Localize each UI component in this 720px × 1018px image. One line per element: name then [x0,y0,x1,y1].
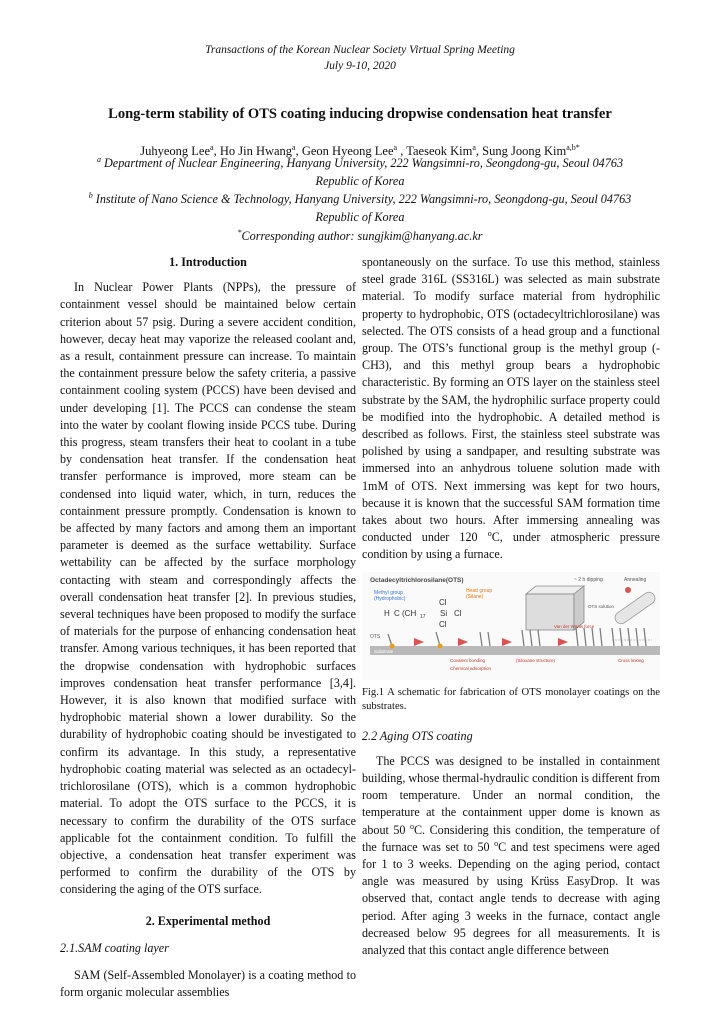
paper-title: Long-term stability of OTS coating inducing dropwise condensation heat transfer [108,106,612,122]
formula-cl: Cl [454,608,462,618]
figure-label: OTS solution [588,603,615,609]
figure-label: Chemical adsorption [450,665,492,671]
figure-label: (Silane) [466,593,484,600]
figure-label: Van der Waals force [554,623,595,629]
figure-label: ~ 2 h dipping [574,576,603,583]
formula-cl: Cl [439,597,447,607]
subsection-heading-aging: 2.2 Aging OTS coating [362,728,473,743]
figure-label: Cross linking [618,657,644,663]
ots-fabrication-diagram [362,572,660,680]
sam-paragraph-continued: spontaneously on the surface. To use this method, stainless steel grade 316L (SS316L) was selected as main substrate material. To modify surface material from hydrophilic property to hydrophobic, OTS (octadecyltrichlorosilane) was selected. The OTS consists of a head group and a functional group. The OTS’s functional group is the methyl group (-CH3), and this methyl group bears a hydrophobic characteristic. By forming an OTS layer on the stainless steel substrate by the SAM, the hydrophilic surface property could be modified into the hydrophobic. A detailed method is described as follows. First, the stainless steel substrate was polished by using a sandpaper, and resulting substrate was immersed into an anhydrous toluene solution made with 1mM of OTS. Next immersing was kept for two hours, because it is known that the successful SAM formation time takes about two hours. After immersing annealing was conducted under 120 $^o$C, under atmospheric pressure condition by using a furnace. [362,255,661,562]
author: Geon Hyeong Lee [301,144,394,158]
affiliation-a: $^a$ Department of Nuclear Engineering, Hanyang University, 222 Wangsimni-ro, Seongdong-gu, Seoul 04763 Republic of Korea [96,154,624,188]
figure-label: Octadecyltrichlorosilane(OTS) [370,576,464,584]
figure-caption: Fig.1 A schematic for fabrication of OTS monolayer coatings on the substrates. [362,686,660,712]
formula-c: C [394,608,400,618]
formula-h: H [384,608,390,618]
author-list: Juhyeong Lee$^a$, Ho Jin Hwang$^a$, Geon Hyeong Lee$^a$ , Taeseok Kim$^a$, Sung Joong Kim$^{a,b*}$ [140,142,580,158]
aging-paragraph: The PCCS was designed to be installed in containment building, whose thermal-hydraulic condition is different from room temperature. Under an normal condition, the temperature at the containment upper dome is known as about 50 $^o$C. Considering this condition, the temperature of the furnace was set to 50 $^o$C and test specimens were aged for 1 to 3 weeks. Depending on the aging period, contact angle was measured by using Krüss EasyDrop. It was observed that, contact angle tends to decrease with aging period. After aging 3 weeks in the furnace, contact angle decreased below 95 degrees for all measurements. It is analyzed that this contact angle difference between [362,753,660,958]
author: Taeseok Kim [406,144,473,158]
formula-cl: Cl [439,619,447,629]
author: Juhyeong Lee [140,144,211,158]
figure-label: Annealing [624,576,647,583]
sam-paragraph-start: SAM (Self-Assembled Monolayer) is a coating method to form organic molecular assemblies [60,967,356,1000]
subsection-heading-sam: 2.1.SAM coating layer [60,940,169,955]
author: Ho Jin Hwang [219,144,293,158]
figure-label: (Hydrophobic) [374,595,406,602]
introduction-paragraph: In Nuclear Power Plants (NPPs), the pressure of containment vessel should be maintained below certain criterion about 57 psig. During a severe accident condition, however, decay heat may vaporize the released coolant and, as a result, containment pressure can increase. To maintain the containment pressure below the safety criteria, a passive containment cooling system (PCCS) have been devised and under developing [1]. The PCCS can condense the steam into the water by coolant flowing inside PCCS tube. During this progress, steam transfers their heat to coolant in a tube by condensation heat transfer. If the condensation heat transfer performance is improved, more steam can be condensed into liquid water, which, in turn, reduces the containment pressure promptly. Condensation is known to be affected by many factors and among them an important parameter is deemed as the surface wettability. Surface wettability can be affected by the surface morphology contacting with steam and correspondingly affects the overall condensation heat transfer [2]. In previous studies, several techniques have been proposed to modify the surface of materials for the purpose of enhancing condensation heat transfer. Among various techniques, it has been reported that the dropwise condensation with hydrophobic surfaces improves condensation heat transfer performance [3,4]. However, it is also known that modified surface with hydrophobic material shown a lower durability. So the durability of hydrophobic coating should be investigated to confirm its advantage. In this study, a representative hydrophobic coating material was selected as an octadecyl-trichlorosilane (OTS), which is a common hydrophobic material. To adopt the OTS surface to the PCCS, it is necessary to confirm the durability of the OTS surface applicable fot the containment condition. To fulfill the objective, a condensation heat transfer experiment was performed to confirm the durability of the OTS by considering the aging of the OTS surface. [60,280,356,897]
section-heading-introduction: 1. Introduction [169,255,247,269]
section-heading-method: 2. Experimental method [145,913,271,928]
right-column [362,254,660,959]
figure-label: (Siloxane structure) [516,657,556,663]
figure-ots-schematic [362,572,660,680]
corresponding-author: *Corresponding author: sungjkim@hanyang.ac.kr [237,227,483,243]
author: Sung Joong Kim [482,144,567,158]
left-column [60,254,356,1001]
affiliation-b: $^b$ Institute of Nano Science & Technology, Hanyang University, 222 Wangsimni-ro, Seongdong-gu, Seoul 04763 Republic of Korea [88,190,632,224]
conference-date: July 9-10, 2020 [324,60,396,72]
formula-si: Si [440,608,448,618]
conference-name: Transactions of the Korean Nuclear Society Virtual Spring Meeting [205,44,515,56]
formula-sub: 17 [420,613,426,620]
figure-label: OTS [370,633,381,640]
formula-ch2: (CH [402,608,417,618]
figure-label: Head group [466,587,493,594]
figure-label: Methyl group [374,589,403,596]
figure-label: Covalent bonding [450,657,486,663]
figure-label: Substrate [374,648,394,654]
